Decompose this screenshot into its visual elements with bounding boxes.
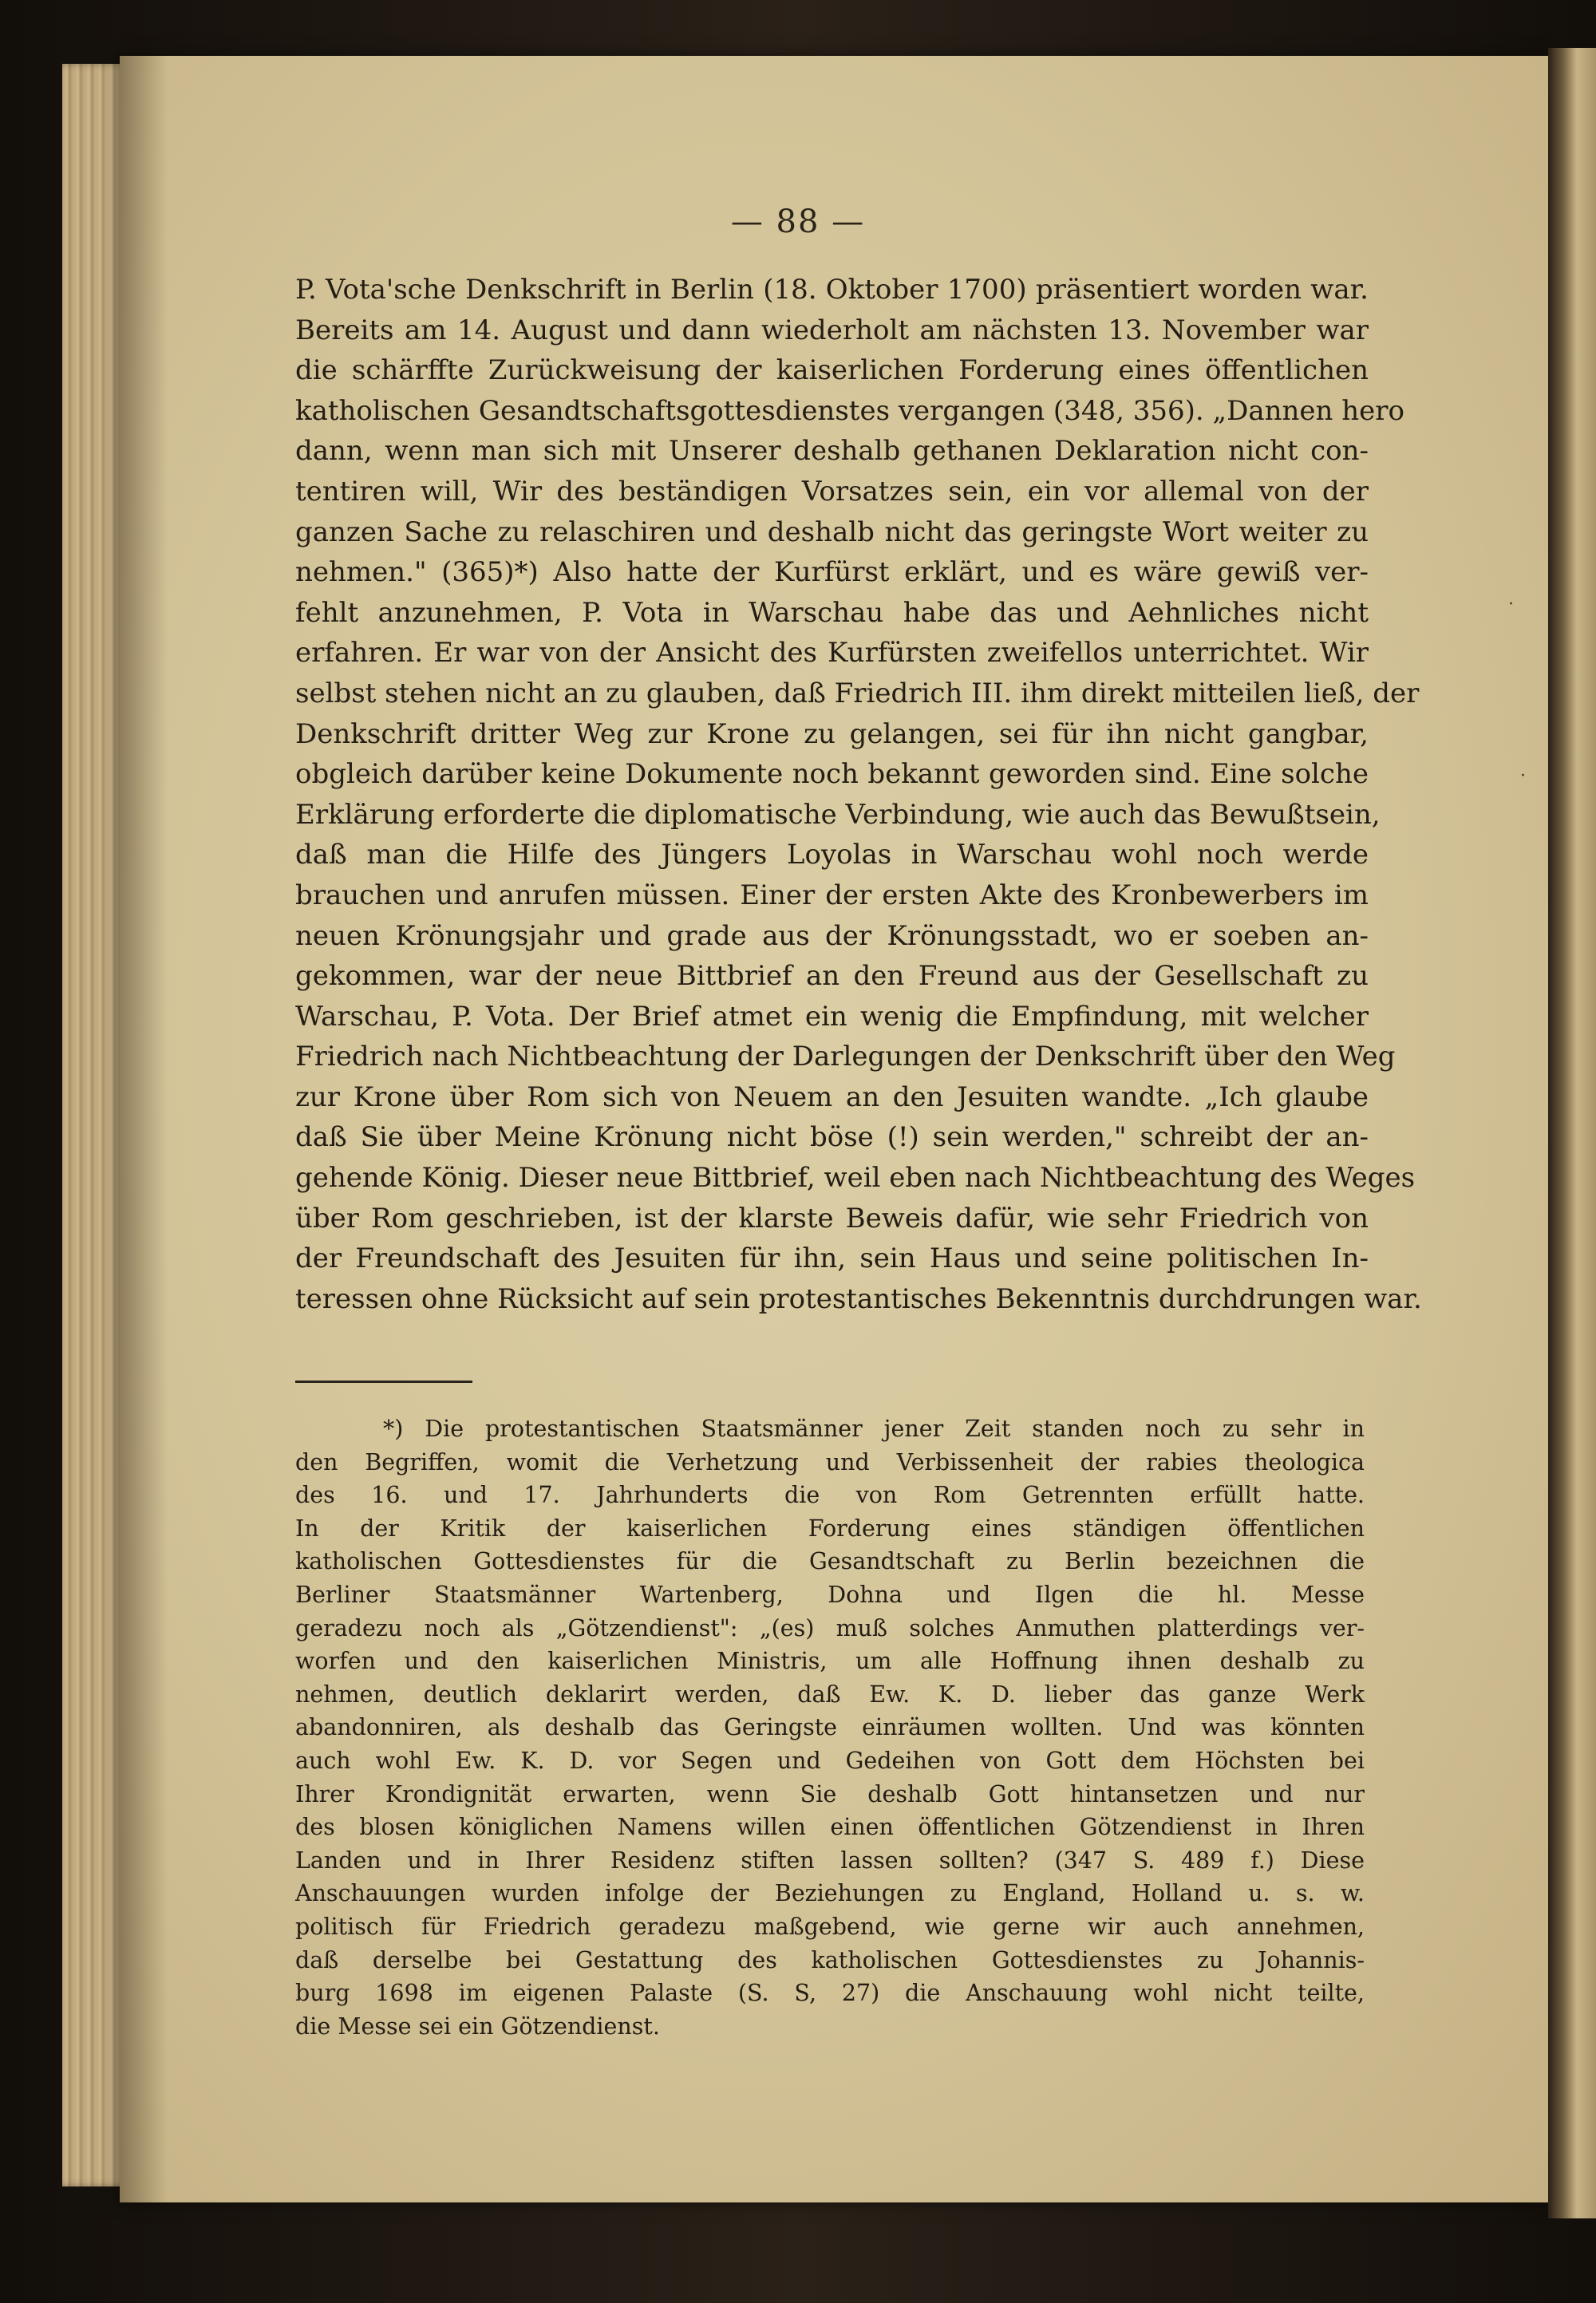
footnote-line: des blosen königlichen Namens willen einen öffentlichen Götzendienst in Ihren: [295, 1814, 1365, 1841]
footnote-line: *) Die protestantischen Staatsmänner jener Zeit standen noch zu sehr in: [383, 1416, 1365, 1442]
body-text-line: daß Sie über Meine Krönung nicht böse (!) sein werden," schreibt der an-: [295, 1121, 1369, 1154]
body-text-line: Denkschrift dritter Weg zur Krone zu gelangen, sei für ihn nicht gangbar,: [295, 717, 1369, 750]
body-text-line: brauchen und anrufen müssen. Einer der ersten Akte des Kronbewerbers im: [295, 879, 1369, 911]
body-text-line: über Rom geschrieben, ist der klarste Beweis dafür, wie sehr Friedrich von: [295, 1202, 1369, 1234]
body-text-line: tentiren will, Wir des beständigen Vorsatzes sein, ein vor allemal von der: [295, 475, 1369, 508]
footnote-separator: [295, 1381, 472, 1383]
book-binding-edge: [1548, 48, 1596, 2218]
body-text-line: die schärffte Zurückweisung der kaiserlichen Forderung eines öffentlichen: [295, 354, 1369, 387]
footnote-line: In der Kritik der kaiserlichen Forderung eines ständigen öffentlichen: [295, 1515, 1365, 1542]
body-text-line: katholischen Gesandtschaftsgottesdienstes vergangen (348, 356). „Dannen hero: [295, 394, 1404, 427]
body-text-line: Warschau, P. Vota. Der Brief atmet ein wenig die Empfindung, mit welcher: [295, 1000, 1369, 1033]
footnote-line: worfen und den kaiserlichen Ministris, um alle Hoffnung ihnen deshalb zu: [295, 1648, 1365, 1675]
body-text-line: selbst stehen nicht an zu glauben, daß Friedrich III. ihm direkt mitteilen ließ, der: [295, 677, 1420, 709]
body-text-line: Bereits am 14. August und dann wiederholt am nächsten 13. November war: [295, 314, 1369, 346]
body-text-line: gekommen, war der neue Bittbrief an den Freund aus der Gesellschaft zu: [295, 960, 1369, 993]
footnote-line: Landen und in Ihrer Residenz stiften lassen sollten? (347 S. 489 f.) Diese: [295, 1847, 1365, 1874]
footnote-line: politisch für Friedrich geradezu maßgebend, wie gerne wir auch annehmen,: [295, 1913, 1365, 1940]
body-text-line: zur Krone über Rom sich von Neuem an den Jesuiten wandte. „Ich glaube: [295, 1080, 1369, 1113]
body-text-line: obgleich darüber keine Dokumente noch bekannt geworden sind. Eine solche: [295, 758, 1369, 791]
body-text-line: teressen ohne Rücksicht auf sein protestantisches Bekenntnis durchdrungen war.: [295, 1282, 1422, 1315]
body-text-line: daß man die Hilfe des Jüngers Loyolas in Warschau wohl noch werde: [295, 839, 1369, 871]
body-text-line: erfahren. Er war von der Ansicht des Kurfürsten zweifellos unterrichtet. Wir: [295, 637, 1369, 670]
footnote-line: Anschauungen wurden infolge der Beziehungen zu England, Holland u. s. w.: [295, 1880, 1365, 1907]
body-text-line: gehende König. Dieser neue Bittbrief, weil eben nach Nichtbeachtung des Weges: [295, 1162, 1416, 1195]
body-text-line: neuen Krönungsjahr und grade aus der Krönungsstadt, wo er soeben an-: [295, 919, 1369, 952]
footnote-line: auch wohl Ew. K. D. vor Segen und Gedeihen von Gott dem Höchsten bei: [295, 1747, 1365, 1774]
footnote-line: katholischen Gottesdienstes für die Gesandtschaft zu Berlin bezeichnen die: [295, 1548, 1365, 1575]
gutter-shadow: [120, 56, 168, 2202]
margin-mark: ·: [1508, 595, 1514, 614]
body-text-line: dann, wenn man sich mit Unserer deshalb gethanen Deklaration nicht con-: [295, 435, 1369, 468]
body-text-line: fehlt anzunehmen, P. Vota in Warschau habe das und Aehnliches nicht: [295, 596, 1369, 629]
main-text-block: [295, 270, 1422, 1319]
body-text-line: ganzen Sache zu relaschiren und deshalb nicht das geringste Wort weiter zu: [295, 516, 1369, 548]
body-text-line: Friedrich nach Nichtbeachtung der Darlegungen der Denkschrift über den Weg: [295, 1041, 1396, 1073]
footnote-line: Berliner Staatsmänner Wartenberg, Dohna und Ilgen die hl. Messe: [295, 1581, 1365, 1608]
footnote-line: daß derselbe bei Gestattung des katholischen Gottesdienstes zu Johannis-: [295, 1946, 1365, 1973]
body-text-line: P. Vota'sche Denkschrift in Berlin (18. Oktober 1700) präsentiert worden war.: [295, 274, 1369, 306]
footnote-line: die Messe sei ein Götzendienst.: [295, 2013, 660, 2040]
body-text-line: Erklärung erforderte die diplomatische Verbindung, wie auch das Bewußtsein,: [295, 798, 1381, 831]
footnote-line: nehmen, deutlich deklarirt werden, daß Ew. K. D. lieber das ganze Werk: [295, 1681, 1365, 1708]
margin-mark: ·: [1520, 766, 1526, 786]
footnote-line: burg 1698 im eigenen Palaste (S. S, 27) die Anschauung wohl nicht teilte,: [295, 1980, 1365, 2007]
footnote-block: [295, 1412, 1365, 2043]
footnote-line: Ihrer Krondignität erwarten, wenn Sie deshalb Gott hintansetzen und nur: [295, 1780, 1365, 1807]
footnote-line: des 16. und 17. Jahrhunderts die von Rom Getrennten erfüllt hatte.: [295, 1482, 1365, 1509]
footnote-line: den Begriffen, womit die Verhetzung und Verbissenheit der rabies theologica: [295, 1448, 1365, 1475]
footnote-line: geradezu noch als „Götzendienst": „(es) muß solches Anmuthen platterdings ver-: [295, 1614, 1365, 1641]
page-number: — 88 —: [730, 203, 866, 240]
body-text-line: der Freundschaft des Jesuiten für ihn, sein Haus und seine politischen In-: [295, 1242, 1369, 1275]
footnote-line: abandonniren, als deshalb das Geringste einräumen wollten. Und was könnten: [295, 1714, 1365, 1741]
body-text-line: nehmen." (365)*) Also hatte der Kurfürst erklärt, und es wäre gewiß ver-: [295, 556, 1369, 589]
